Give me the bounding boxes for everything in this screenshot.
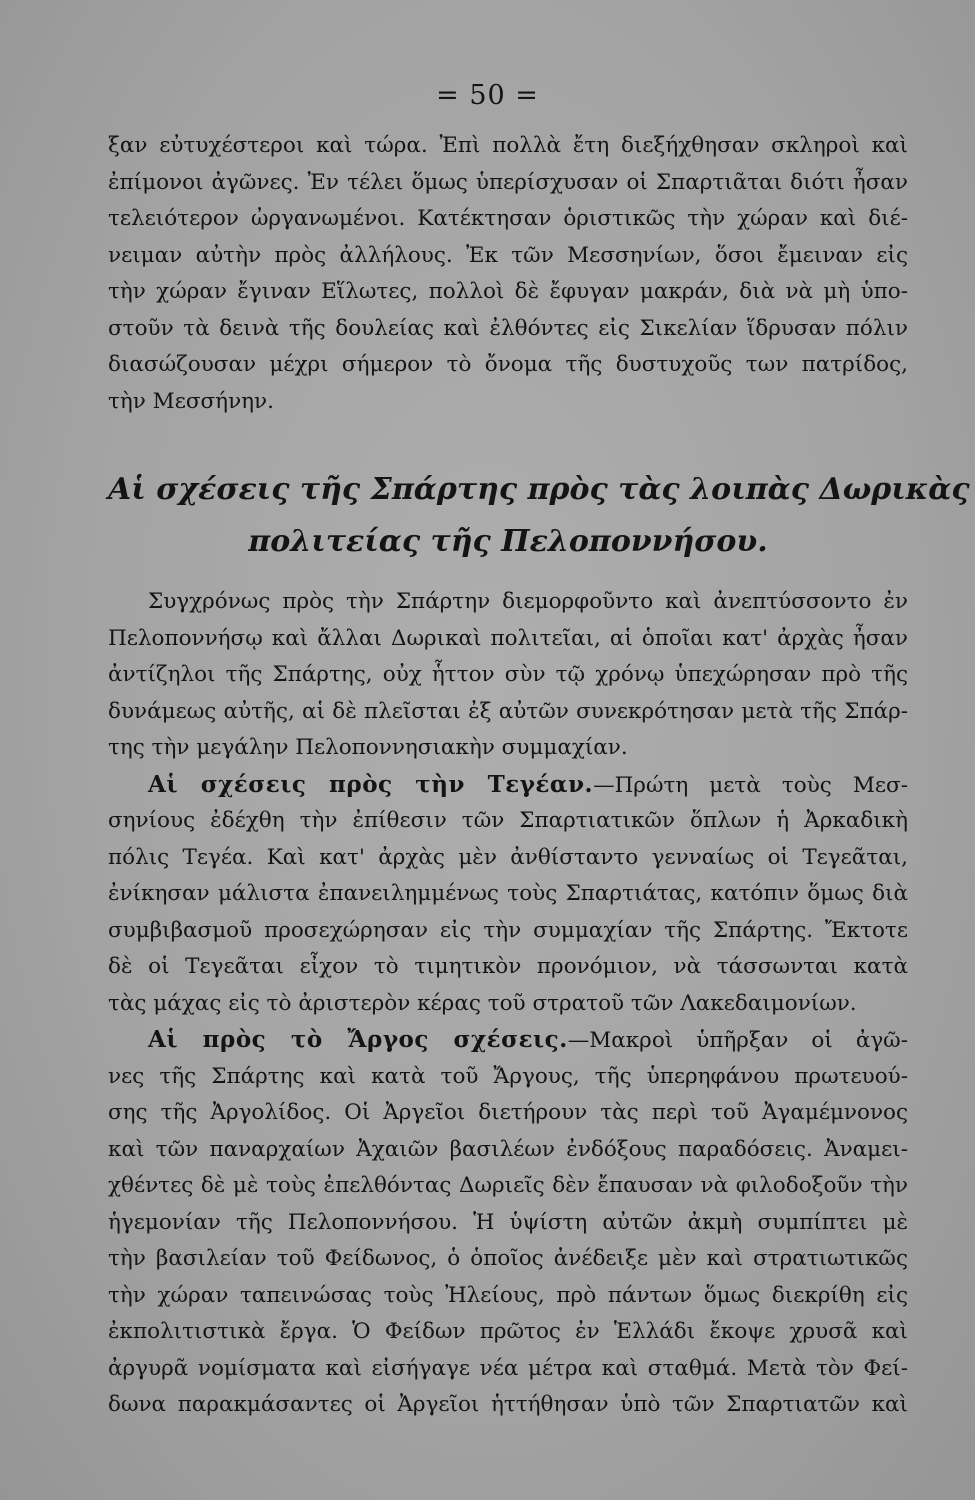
text-line: ἐπίμονοι ἀγῶνες. Ἐν τέλει ὅμως ὑπερίσχυσαν οἱ Σπαρτιᾶται διότι ἦσαν	[108, 169, 908, 195]
subsection-tegea-first-line	[108, 767, 908, 804]
text-line: τὴν βασιλείαν τοῦ Φείδωνος, ὁ ὁποῖος ἀνέδειξε μὲν καὶ στρατιωτικῶς	[108, 1246, 908, 1271]
text-line: πόλις Τεγέα. Καὶ κατ' ἀρχὰς μὲν ἀνθίσταντο γενναίως οἱ Τεγεᾶται,	[108, 844, 908, 870]
text-line: τὴν χώραν ταπεινώσας τοὺς Ἠλείους, πρὸ πάντων ὅμως διεκρίθη εἰς	[108, 1282, 908, 1308]
text-line: στοῦν τὰ δεινὰ τῆς δουλείας καὶ ἐλθόντες εἰς Σικελίαν ἵδρυσαν πόλιν	[108, 315, 908, 341]
text-line: τὴν Μεσσήνην.	[108, 388, 274, 414]
section-heading	[108, 464, 970, 568]
text-line: ἀντίζηλοι τῆς Σπάρτης, οὐχ ἧττον σὺν τῷ χρόνῳ ὑπεχώρησαν πρὸ τῆς	[108, 662, 908, 687]
text-run: —Μακροὶ ὑπῆρξαν οἱ ἀγῶ-	[567, 1028, 908, 1053]
paragraph-messenia	[108, 128, 908, 420]
section-body	[108, 584, 908, 1424]
text-line: ἐνίκησαν μάλιστα ἐπανειλημμένως τοὺς Σπαρτιάτας, κατόπιν ὅμως διὰ	[108, 881, 908, 906]
subsection-title-argos: Αἱ πρὸς τὸ Ἄργος σχέσεις.	[148, 1026, 568, 1053]
text-line: συμβιβασμοῦ προσεχώρησαν εἰς τὴν συμμαχίαν τῆς Σπάρτης. Ἔκτοτε	[108, 917, 908, 943]
text-line: καὶ τῶν παναρχαίων Ἀχαιῶν βασιλέων ἐνδόξους παραδόσεις. Ἀναμει-	[108, 1136, 908, 1162]
text-line: ἡγεμονίαν τῆς Πελοποννήσου. Ἡ ὑψίστη αὐτῶν ἀκμὴ συμπίπτει μὲ	[108, 1209, 908, 1235]
text-line: Συγχρόνως πρὸς τὴν Σπάρτην διεμορφοῦντο καὶ ἀνεπτύσσοντο ἐν	[148, 589, 908, 614]
text-line: νειμαν αὐτὴν πρὸς ἀλλήλους. Ἐκ τῶν Μεσσηνίων, ὅσοι ἔμειναν εἰς	[108, 242, 908, 268]
text-line: χθέντες δὲ μὲ τοὺς ἐπελθόντας Δωριεῖς δὲν ἔπαυσαν νὰ φιλοδοξοῦν τὴν	[108, 1173, 908, 1198]
text-line: Πελοποννήσῳ καὶ ἄλλαι Δωρικαὶ πολιτεῖαι, αἱ ὁποῖαι κατ' ἀρχὰς ἦσαν	[108, 625, 908, 651]
text-line: δωνα παρακμάσαντες οἱ Ἀργεῖοι ἡττήθησαν ὑπὸ τῶν Σπαρτιατῶν καὶ	[108, 1392, 908, 1417]
text-line: δυνάμεως αὐτῆς, αἱ δὲ πλεῖσται ἐξ αὐτῶν συνεκρότησαν μετὰ τῆς Σπάρ-	[108, 698, 908, 724]
page-number: = 50 =	[436, 80, 539, 111]
text-line: τὰς μάχας εἰς τὸ ἀριστερὸν κέρας τοῦ στρατοῦ τῶν Λακεδαιμονίων.	[108, 990, 857, 1016]
text-line: τελειότερον ὠργανωμένοι. Κατέκτησαν ὁριστικῶς τὴν χώραν καὶ διέ-	[108, 206, 908, 231]
text-line: σηνίους ἐδέχθη τὴν ἐπίθεσιν τῶν Σπαρτιατικῶν ὅπλων ἡ Ἀρκαδικὴ	[108, 808, 908, 833]
text-line: νες τῆς Σπάρτης καὶ κατὰ τοῦ Ἄργους, τῆς ὑπερηφάνου πρωτευού-	[108, 1063, 908, 1089]
subsection-title-tegea: Αἱ σχέσεις πρὸς τὴν Τεγέαν.	[148, 770, 594, 798]
heading-line-1: Αἱ σχέσεις τῆς Σπάρτης πρὸς τὰς λοιπὰς Δωρικὰς	[108, 472, 970, 507]
text-line: σης τῆς Ἀργολίδος. Οἱ Ἀργεῖοι διετήρουν τὰς περὶ τοῦ Ἀγαμέμνονος	[108, 1100, 908, 1125]
text-line: της τὴν μεγάλην Πελοποννησιακὴν συμμαχίαν.	[108, 735, 628, 760]
text-line: τὴν χώραν ἔγιναν Εἵλωτες, πολλοὶ δὲ ἔφυγαν μακράν, διὰ νὰ μὴ ὑπο-	[108, 279, 908, 304]
text-line: δὲ οἱ Τεγεᾶται εἶχον τὸ τιμητικὸν προνόμιον, νὰ τάσσωνται κατὰ	[108, 954, 908, 979]
text-line: ἀργυρᾶ νομίσματα καὶ εἰσήγαγε νέα μέτρα καὶ σταθμά. Μετὰ τὸν Φεί-	[108, 1355, 908, 1381]
text-line: διασώζουσαν μέχρι σήμερον τὸ ὄνομα τῆς δυστυχοῦς των πατρίδος,	[108, 352, 908, 377]
heading-line-2: πολιτείας τῆς Πελοποννήσου.	[248, 524, 768, 559]
text-run: —Πρώτη μετὰ τοὺς Μεσ-	[593, 772, 908, 798]
text-line: ξαν εὐτυχέστεροι καὶ τώρα. Ἐπὶ πολλὰ ἔτη διεξήχθησαν σκληροὶ καὶ	[108, 133, 908, 158]
subsection-argos-first-line	[108, 1022, 908, 1059]
text-line: ἐκπολιτιστικὰ ἔργα. Ὁ Φείδων πρῶτος ἐν Ἑλλάδι ἔκοψε χρυσᾶ καὶ	[108, 1319, 908, 1344]
